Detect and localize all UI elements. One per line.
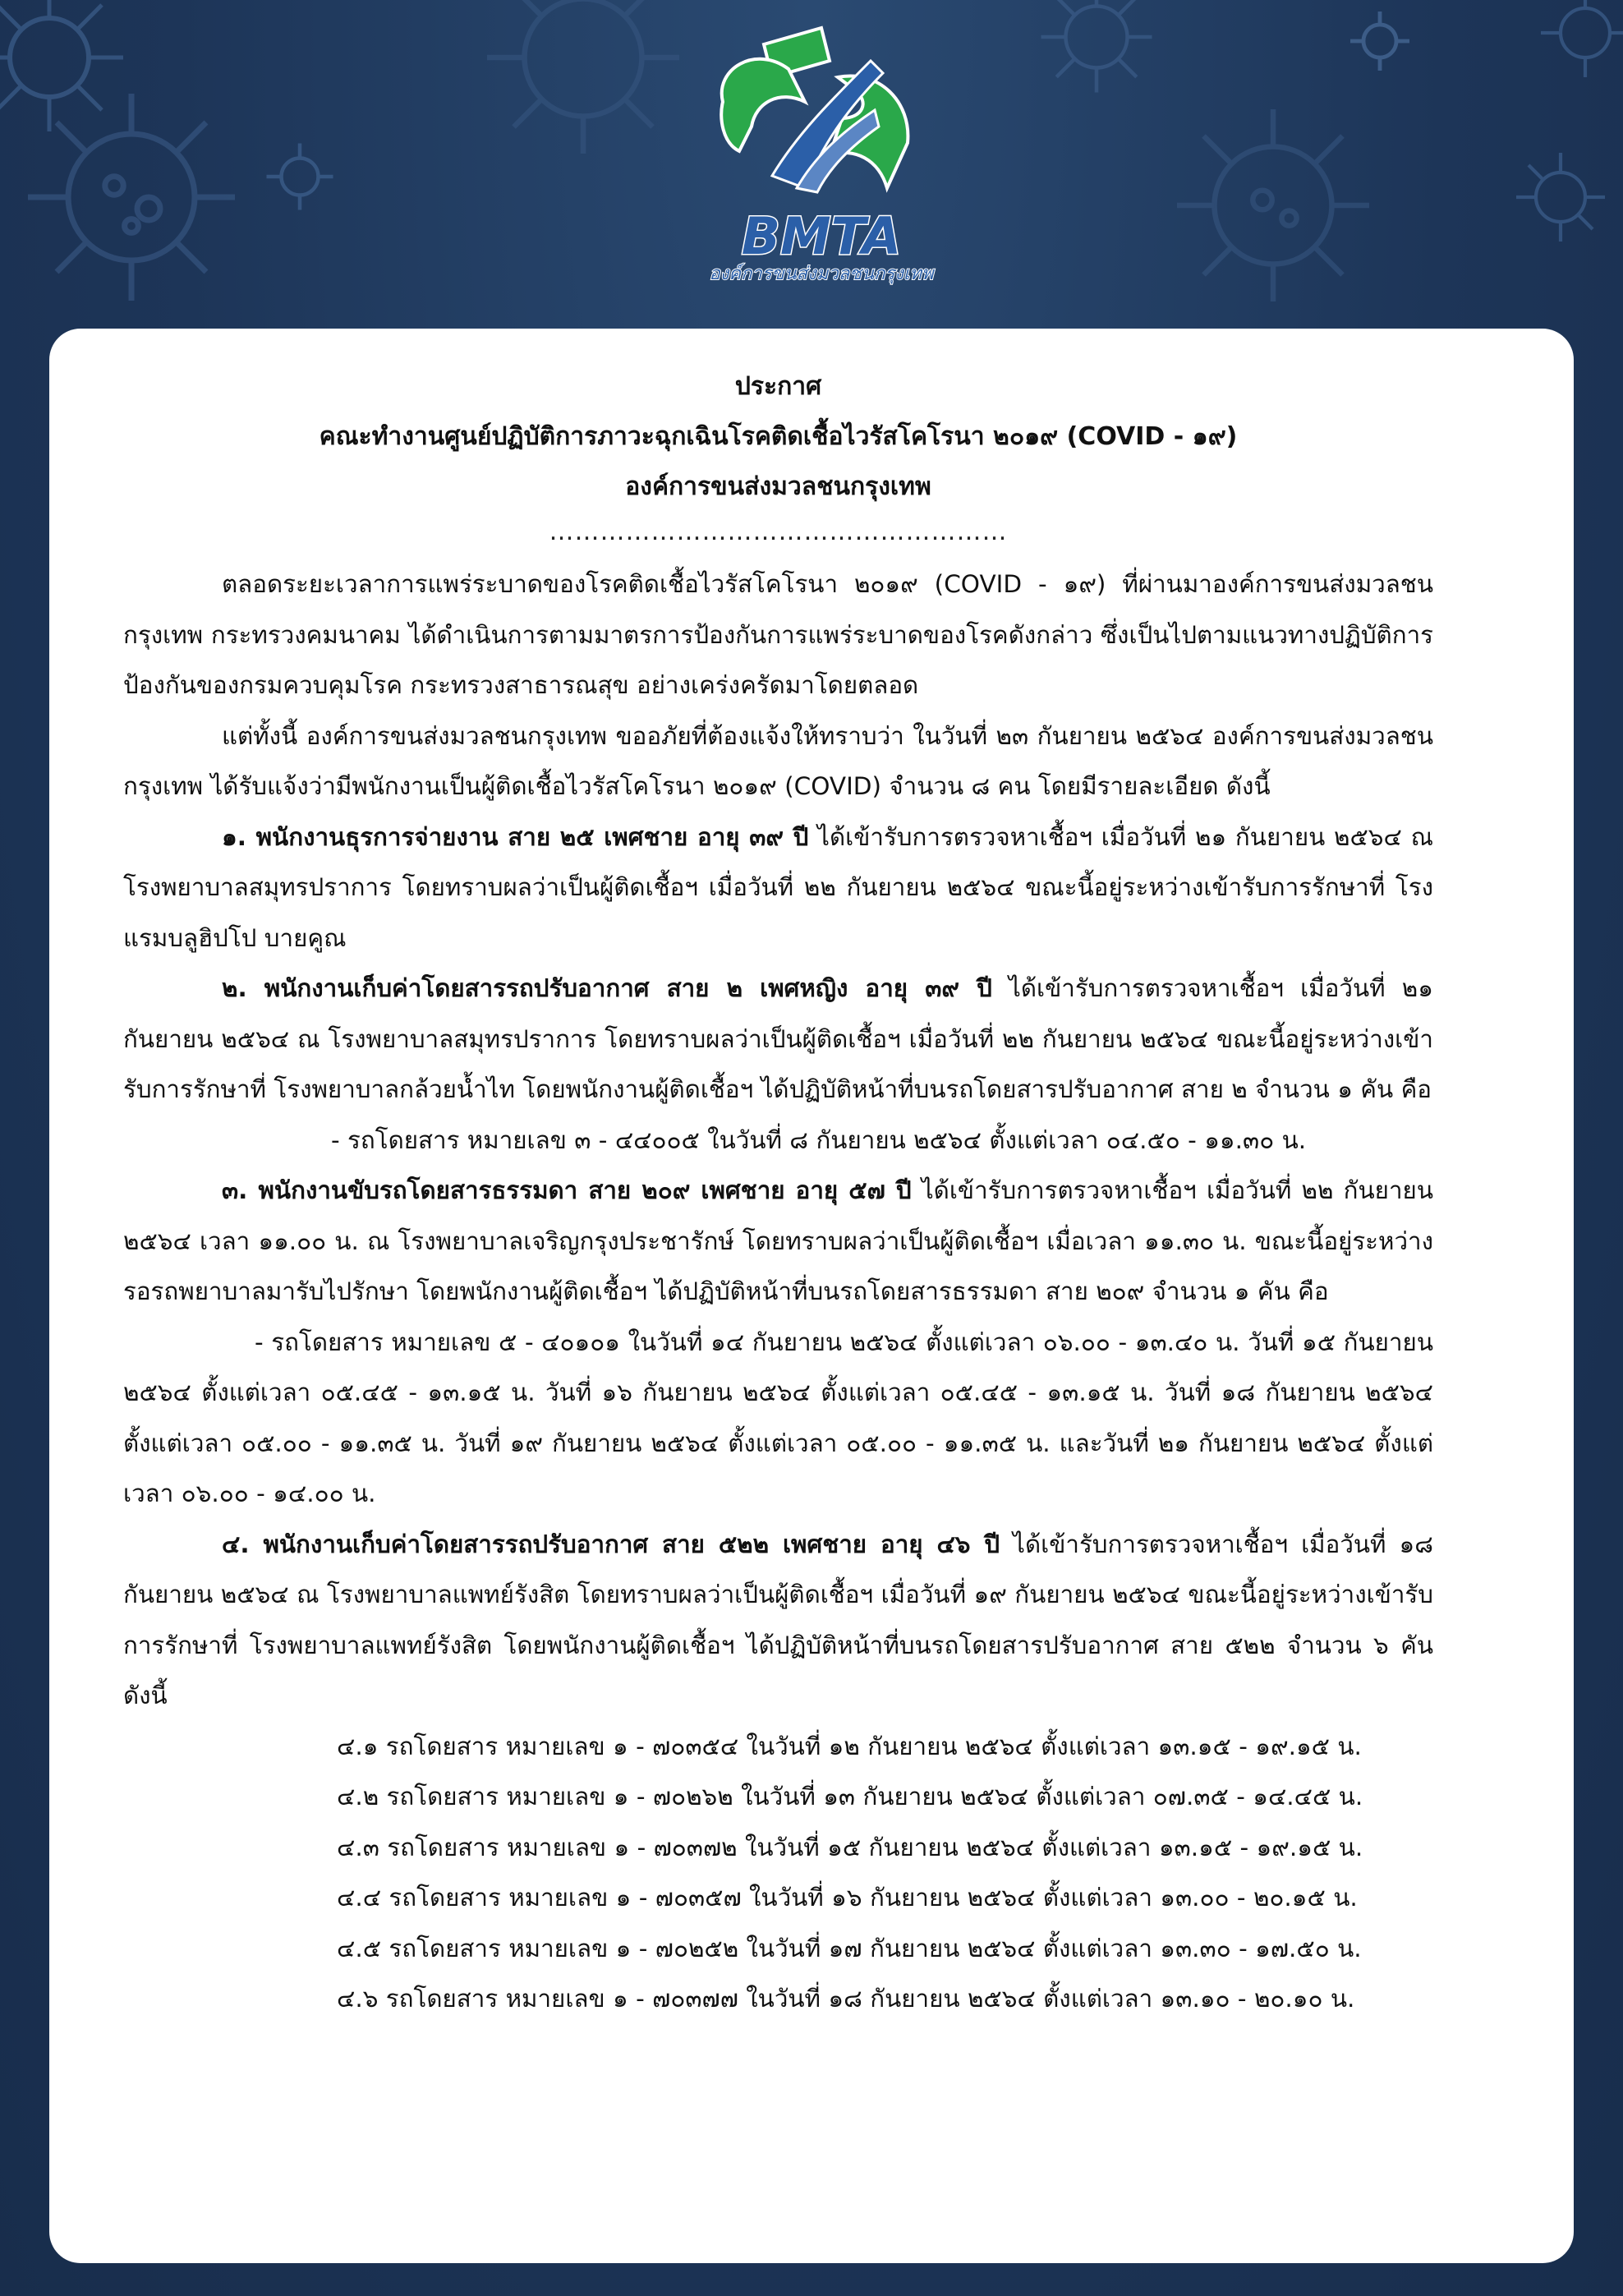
virus-decoration-icon [476,0,690,164]
announcement-content [123,361,1433,2025]
case-2-bus: - รถโดยสาร หมายเลข ๓ - ๔๔๐๐๕ ในวันที่ ๘ กันยายน ๒๕๖๔ ตั้งแต่เวลา ๐๔.๕๐ - ๑๑.๓๐ น. [331,1125,1307,1154]
announcement-org: องค์การขนส่งมวลชนกรุงเทพ [625,472,931,501]
virus-decoration-icon [263,140,337,214]
case-4-bus-item: ๔.๑ รถโดยสาร หมายเลข ๑ - ๗๐๓๕๔ ในวันที่ ๑๒ กันยายน ๒๕๖๔ ตั้งแต่เวลา ๑๓.๑๕ - ๑๙.๑๕ น. [337,1732,1362,1760]
bmta-logo [706,12,936,291]
virus-decoration-icon [1166,99,1380,312]
case-1-text: ได้เข้ารับการตรวจหาเชื้อฯ เมื่อวันที่ ๒๑ กันยายน ๒๕๖๔ ณ โรงพยาบาลสมุทรปราการ โดยทราบผลว่าเป็นผู้ติดเชื้อฯ เมื่อวันที่ ๒๒ กันยายน ๒๕๖๔ ขณะนี้อยู่ระหว่างเข้ารับการรักษาที่ โรงแรมบลูฮิปโป บายคูณ [123,822,1433,952]
virus-decoration-icon [1536,0,1623,82]
virus-decoration-icon [16,82,246,312]
case-3 [123,1166,1433,1318]
case-4-bus-item: ๔.๒ รถโดยสาร หมายเลข ๑ - ๗๐๒๖๒ ในวันที่ ๑๓ กันยายน ๒๕๖๔ ตั้งแต่เวลา ๐๗.๓๕ - ๑๔.๔๕ น. [337,1783,1363,1811]
intro-paragraph-2: แต่ทั้งนี้ องค์การขนส่งมวลชนกรุงเทพ ขออภัยที่ต้องแจ้งให้ทราบว่า ในวันที่ ๒๓ กันยายน ๒๕๖๔ องค์การขนส่งมวลชนกรุงเทพ ได้รับแจ้งว่ามีพนักงานเป็นผู้ติดเชื้อไวรัสโคโรนา ๒๐๑๙ (COVID) จำนวน ๘ คน โดยมีรายละเอียด ดังนี้ [123,721,1433,800]
logo-org-name: องค์การขนส่งมวลชนกรุงเทพ [709,264,934,284]
virus-decoration-icon [1347,8,1413,74]
bmta-emblem-icon [721,28,908,192]
case-3-heading: ๓. พนักงานขับรถโดยสารธรรมดา สาย ๒๐๙ เพศชาย อายุ ๕๗ ปี [222,1176,912,1204]
case-1-heading: ๑. พนักงานธุรการจ่ายงาน สาย ๒๕ เพศชาย อายุ ๓๙ ปี [222,822,809,851]
case-2 [123,964,1433,1116]
case-4 [123,1520,1433,1722]
case-3-bus: - รถโดยสาร หมายเลข ๕ - ๔๐๑๐๑ ในวันที่ ๑๔ กันยายน ๒๕๖๔ ตั้งแต่เวลา ๐๖.๐๐ - ๑๓.๔๐ น. วันที่ ๑๕ กันยายน ๒๕๖๔ ตั้งแต่เวลา ๐๕.๔๕ - ๑๓.๑๕ น. วันที่ ๑๖ กันยายน ๒๕๖๔ ตั้งแต่เวลา ๐๕.๔๕ - ๑๓.๑๕ น. วันที่ ๑๘ กันยายน ๒๕๖๔ ตั้งแต่เวลา ๐๕.๐๐ - ๑๑.๓๕ น. วันที่ ๑๙ กันยายน ๒๕๖๔ ตั้งแต่เวลา ๐๕.๐๐ - ๑๑.๓๕ น. และวันที่ ๒๑ กันยายน ๒๕๖๔ ตั้งแต่เวลา ๐๖.๐๐ - ๑๔.๐๐ น. [123,1327,1433,1507]
case-4-heading: ๔. พนักงานเก็บค่าโดยสารรถปรับอากาศ สาย ๕๒๒ เพศชาย อายุ ๔๖ ปี [222,1530,1000,1558]
announcement-subtitle: คณะทำงานศูนย์ปฏิบัติการภาวะฉุกเฉินโรคติดเชื้อไวรัสโคโรนา ๒๐๑๙ (COVID - ๑๙) [319,422,1238,451]
case-4-bus-item: ๔.๖ รถโดยสาร หมายเลข ๑ - ๗๐๓๗๗ ในวันที่ ๑๘ กันยายน ๒๕๖๔ ตั้งแต่เวลา ๑๓.๑๐ - ๒๐.๑๐ น. [337,1985,1355,2013]
case-4-text: ได้เข้ารับการตรวจหาเชื้อฯ เมื่อวันที่ ๑๘ กันยายน ๒๕๖๔ ณ โรงพยาบาลแพทย์รังสิต โดยทราบผลว่าเป็นผู้ติดเชื้อฯ เมื่อวันที่ ๑๙ กันยายน ๒๕๖๔ ขณะนี้อยู่ระหว่างเข้ารับการรักษาที่ โรงพยาบาลแพทย์รังสิต โดยพนักงานผู้ติดเชื้อฯ ได้ปฏิบัติหน้าที่บนรถโดยสารปรับอากาศ สาย ๕๒๒ จำนวน ๖ คัน ดังนี้ [123,1530,1433,1709]
announcement-header [123,361,1433,512]
logo-brand: BMTA [741,206,902,266]
separator: ……………………………………………… [549,518,1008,546]
case-2-heading: ๒. พนักงานเก็บค่าโดยสารรถปรับอากาศ สาย ๒ เพศหญิง อายุ ๓๙ ปี [222,974,992,1002]
intro-paragraph-1: ตลอดระยะเวลาการแพร่ระบาดของโรคติดเชื้อไวรัสโคโรนา ๒๐๑๙ (COVID - ๑๙) ที่ผ่านมาองค์การขนส่งมวลชนกรุงเทพ กระทรวงคมนาคม ได้ดำเนินการตามมาตรการป้องกันการแพร่ระบาดของโรคดังกล่าว ซึ่งเป็นไปตามแนวทางปฏิบัติการป้องกันของกรมควบคุมโรค กระทรวงสาธารณสุข อย่างเคร่งครัดมาโดยตลอด [123,570,1433,699]
case-1 [123,812,1433,964]
case-4-bus-item: ๔.๔ รถโดยสาร หมายเลข ๑ - ๗๐๓๕๗ ในวันที่ ๑๖ กันยายน ๒๕๖๔ ตั้งแต่เวลา ๑๓.๐๐ - ๒๐.๑๕ น. [337,1884,1358,1912]
case-4-bus-item: ๔.๓ รถโดยสาร หมายเลข ๑ - ๗๐๓๗๒ ในวันที่ ๑๕ กันยายน ๒๕๖๔ ตั้งแต่เวลา ๑๓.๑๕ - ๑๙.๑๕ น. [337,1833,1363,1861]
virus-decoration-icon [1035,0,1158,99]
case-2-text: ได้เข้ารับการตรวจหาเชื้อฯ เมื่อวันที่ ๒๑ กันยายน ๒๕๖๔ ณ โรงพยาบาลสมุทรปราการ โดยทราบผลว่าเป็นผู้ติดเชื้อฯ เมื่อวันที่ ๒๒ กันยายน ๒๕๖๔ ขณะนี้อยู่ระหว่างเข้ารับการรักษาที่ โรงพยาบาลกล้วยน้ำไท โดยพนักงานผู้ติดเชื้อฯ ได้ปฏิบัติหน้าที่บนรถโดยสารปรับอากาศ สาย ๒ จำนวน ๑ คัน คือ [123,974,1433,1103]
virus-decoration-icon [1511,148,1610,246]
case-3-text: ได้เข้ารับการตรวจหาเชื้อฯ เมื่อวันที่ ๒๒ กันยายน ๒๕๖๔ เวลา ๑๑.๐๐ น. ณ โรงพยาบาลเจริญกรุงประชารักษ์ โดยทราบผลว่าเป็นผู้ติดเชื้อฯ เมื่อเวลา ๑๑.๓๐ น. ขณะนี้อยู่ระหว่างรอรถพยาบาลมารับไปรักษา โดยพนักงานผู้ติดเชื้อฯ ได้ปฏิบัติหน้าที่บนรถโดยสารธรรมดา สาย ๒๐๙ จำนวน ๑ คัน คือ [123,1176,1433,1305]
case-4-bus-item: ๔.๕ รถโดยสาร หมายเลข ๑ - ๗๐๒๕๒ ในวันที่ ๑๗ กันยายน ๒๕๖๔ ตั้งแต่เวลา ๑๓.๓๐ - ๑๗.๕๐ น. [337,1934,1362,1962]
announcement-title: ประกาศ [734,372,822,401]
